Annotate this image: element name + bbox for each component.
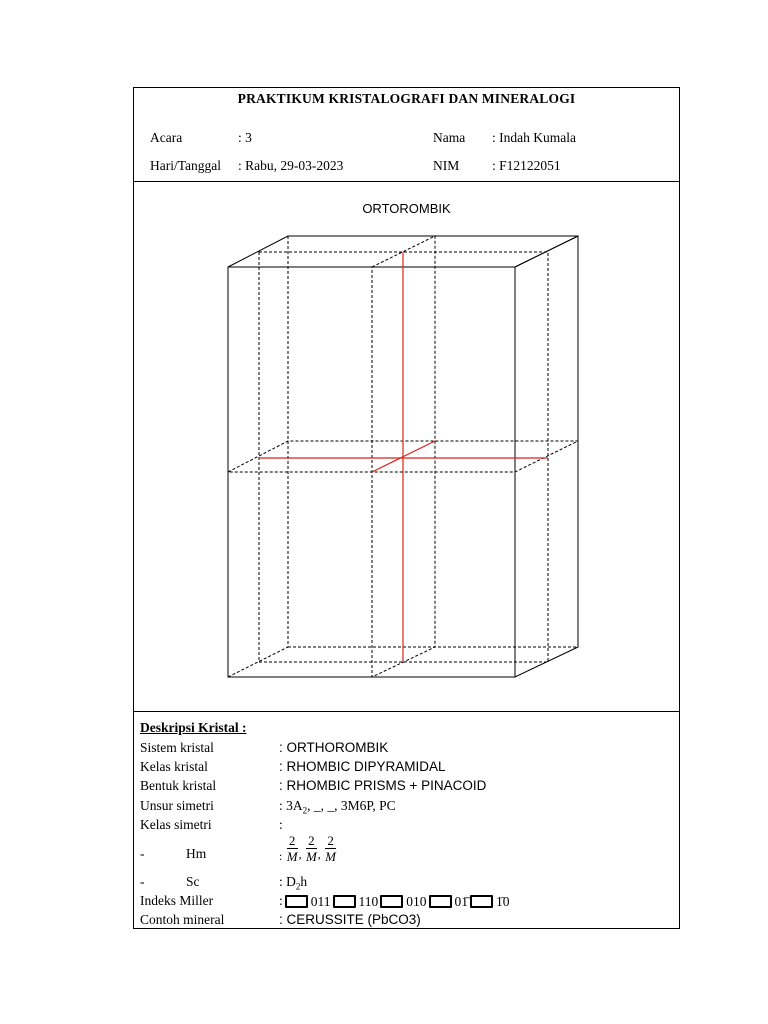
hm-denominator: M [325, 849, 336, 864]
sistem-value: : ORTHOROMBIK [279, 740, 389, 755]
nama-value: : Indah Kumala [492, 130, 576, 145]
hm-fraction [325, 834, 336, 864]
miller-index: 010 [406, 893, 427, 909]
sc-prefix: : D [279, 874, 296, 889]
miller-index: 110 [358, 893, 379, 909]
acara-label: Acara [150, 130, 183, 145]
bentuk-value: : RHOMBIC PRISMS + PINACOID [279, 778, 487, 793]
crystal-axes [259, 252, 548, 662]
hm-denominator: M [286, 849, 298, 864]
kelas-simetri-value: : [279, 817, 283, 832]
tanggal-label: Hari/Tanggal [150, 158, 222, 173]
bentuk-label: Bentuk kristal [140, 778, 217, 793]
unsur-value [279, 798, 396, 816]
contoh-value [279, 912, 421, 928]
acara-value: : 3 [238, 130, 252, 145]
kelas-simetri-label: Kelas simetri [140, 817, 212, 832]
unsur-prefix: : 3A [279, 798, 303, 813]
nim-value: : F12122051 [492, 158, 561, 173]
crystal-description-section [134, 712, 679, 928]
worksheet [133, 87, 680, 929]
hm-colon: : [279, 848, 283, 863]
hm-numerator: 2 [325, 834, 336, 849]
hm-separator: , [317, 846, 321, 861]
hm-value [279, 834, 337, 864]
hm-dash: - [140, 846, 145, 861]
hm-denominator: M [305, 849, 317, 864]
unsur-suffix: , _, _, 3M6P, PC [307, 798, 396, 813]
sc-dash: - [140, 874, 145, 889]
header-section [134, 88, 679, 182]
crystal-diagram-section [134, 182, 679, 712]
brace-icon [285, 895, 308, 908]
orthorhombic-crystal-drawing [134, 182, 679, 710]
miller-index: 011 [310, 893, 331, 909]
hm-label: Hm [186, 846, 207, 861]
page-title: PRAKTIKUM KRISTALOGRAFI DAN MINERALOGI [237, 91, 576, 106]
sc-subscript: 2 [295, 881, 301, 892]
contoh-label: Contoh mineral [140, 912, 225, 927]
miller-colon: : [279, 893, 283, 908]
hm-fraction [287, 834, 298, 864]
nim-label: NIM [433, 158, 460, 173]
miller-label: Indeks Miller [140, 893, 214, 908]
brace-icon [470, 895, 493, 908]
diagram-title: ORTOROMBIK [362, 201, 451, 216]
miller-index: 1̄0 [496, 893, 510, 909]
tanggal-value: : Rabu, 29-03-2023 [238, 158, 344, 173]
sc-label: Sc [186, 874, 200, 889]
unsur-subscript: 2 [302, 805, 308, 816]
hm-fraction [306, 834, 317, 864]
sistem-label: Sistem kristal [140, 740, 214, 755]
hm-numerator: 2 [306, 834, 317, 849]
kelas-label: Kelas kristal [140, 759, 208, 774]
kelas-value: : RHOMBIC DIPYRAMIDAL [279, 759, 446, 774]
sc-value [279, 874, 307, 892]
unsur-label: Unsur simetri [140, 798, 214, 813]
nama-label: Nama [433, 130, 466, 145]
miller-index: 01̄ [454, 893, 469, 909]
description-title: Deskripsi Kristal : [140, 720, 247, 735]
brace-icon [333, 895, 356, 908]
hm-separator: , [298, 846, 302, 861]
sc-suffix: h [300, 874, 308, 889]
brace-icon [380, 895, 403, 908]
hm-numerator: 2 [287, 834, 298, 849]
miller-value [279, 893, 510, 910]
contoh-text: : CERUSSITE (PbCO3) [279, 912, 421, 927]
hm-row [140, 834, 670, 872]
brace-icon [429, 895, 452, 908]
